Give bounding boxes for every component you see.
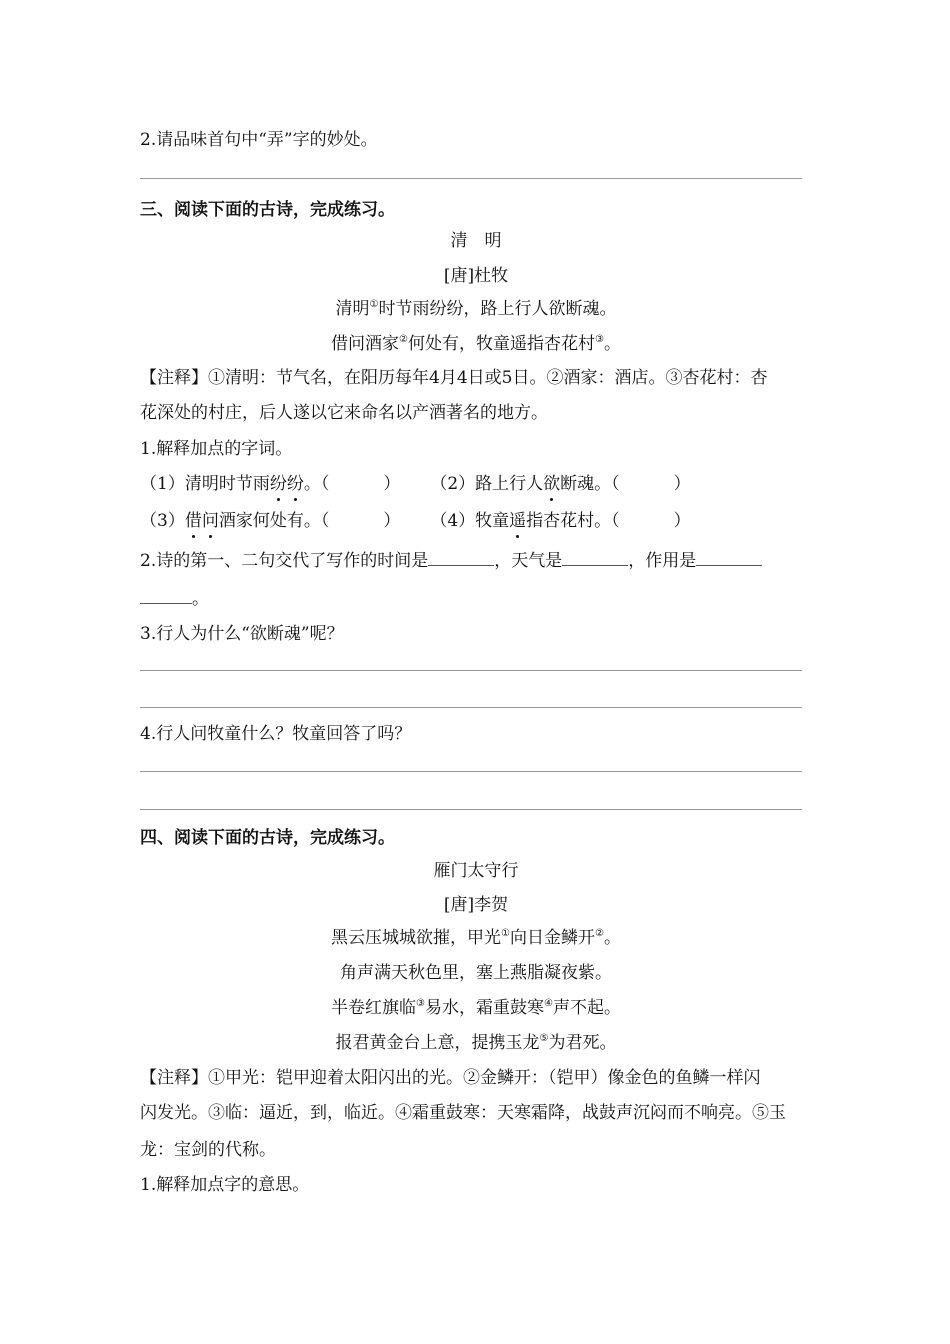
poem-line-1: 清明①时节雨纷纷，路上行人欲断魂。 [335, 299, 617, 319]
answer-line [140, 178, 802, 179]
answer-line[interactable] [140, 809, 802, 810]
answer-blank[interactable] [140, 585, 166, 604]
question-2-continued: 。 [140, 585, 812, 611]
section4-heading: 四、阅读下面的古诗，完成练习。 [140, 828, 395, 848]
poem-line-3: 半卷红旗临③易水，霜重鼓寒④声不起。 [331, 998, 621, 1018]
answer-blank[interactable] [428, 547, 494, 566]
annotation-line-2: 闪发光。③临：逼近，到，临近。④霜重鼓寒：天寒霜降，战鼓声沉闷而不响亮。⑤玉 [140, 1103, 786, 1123]
poem-title: 雁门太守行 [433, 861, 519, 881]
answer-blank[interactable] [562, 547, 628, 566]
answer-line[interactable] [140, 771, 802, 772]
answer-line[interactable] [140, 707, 802, 708]
poem-author: [唐]杜牧 [443, 266, 509, 286]
annotation-line-1: 【注释】①清明：节气名，在阳历每年4月4日或5日。②酒家：酒店。③杏花村：杏 [140, 368, 768, 388]
poem-line-1: 黑云压城城欲摧，甲光①向日金鳞开②。 [331, 928, 621, 948]
annotation-line-1: 【注释】①甲光：铠甲迎着太阳闪出的光。②金鳞开：（铠甲）像金色的鱼鳞一样闪 [140, 1068, 761, 1088]
poem-author: [唐]李贺 [443, 895, 509, 915]
question-1-row-2: （3）借问酒家何处有。（ ） （4）牧童遥指杏花村。（ ） [140, 511, 691, 531]
annotation-line-2: 花深处的村庄，后人遂以它来命名以产酒著名的地方。 [140, 403, 548, 423]
question-1: 1.解释加点字的意思。 [140, 1175, 310, 1195]
poem-line-2: 角声满天秋色里，塞上燕脂凝夜紫。 [340, 963, 612, 983]
poem-line-4: 报君黄金台上意，提携玉龙⑤为君死。 [335, 1033, 617, 1053]
question-3: 3.行人为什么“欲断魂”呢？ [140, 624, 344, 644]
answer-line[interactable] [140, 670, 802, 671]
question-prev-2: 2.请品味首句中“弄”字的妙处。 [140, 130, 378, 150]
poem-line-2: 借问酒家②何处有，牧童遥指杏花村③。 [331, 334, 621, 354]
question-1: 1.解释加点的字词。 [140, 439, 293, 459]
section3-heading: 三、阅读下面的古诗，完成练习。 [140, 200, 395, 220]
poem-title: 清 明 [450, 231, 502, 251]
question-2: 2.诗的第一、二句交代了写作的时间是 ，天气是 ，作用是 [140, 547, 812, 573]
answer-blank[interactable] [696, 547, 762, 566]
question-4: 4.行人问牧童什么？牧童回答了吗？ [140, 724, 412, 744]
question-1-row-1: （1）清明时节雨纷纷。（ ） （2）路上行人欲断魂。（ ） [140, 474, 691, 494]
answer-blank[interactable] [166, 585, 192, 604]
annotation-line-3: 龙：宝剑的代称。 [140, 1140, 276, 1160]
